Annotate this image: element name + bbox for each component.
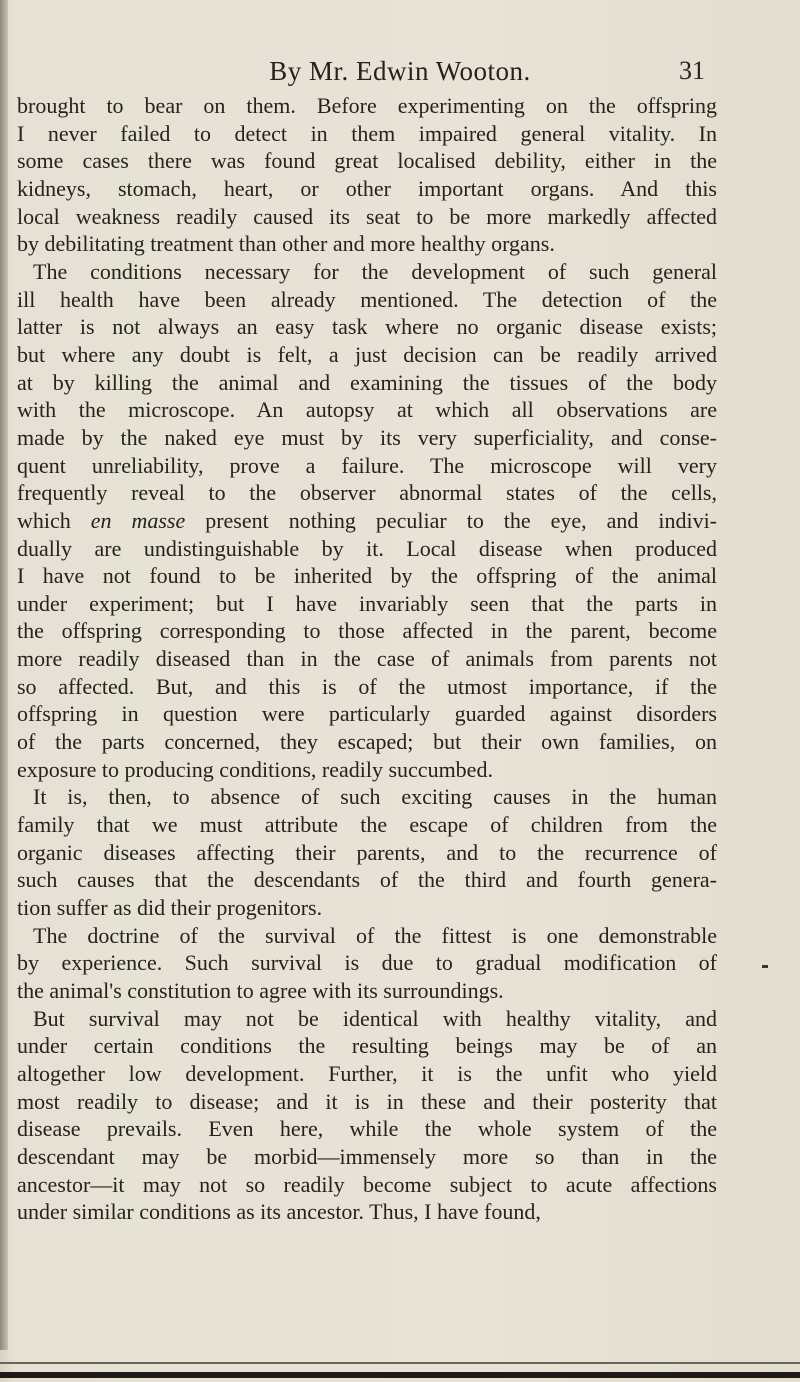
running-head: By Mr. Edwin Wooton. (269, 56, 531, 86)
text-line: I have not found to be inherited by the offspring of the animal (17, 563, 717, 589)
page-binding-edge (0, 0, 8, 1350)
text-line: by experience. Such survival is due to gradual modification of (17, 950, 717, 976)
text-line: with the microscope. An autopsy at which all observations are (17, 397, 717, 423)
text-line: made by the naked eye must by its very superficiality, and conse- (17, 424, 717, 450)
text-line: altogether low development. Further, it is the unfit who yield (17, 1060, 717, 1086)
page-header (0, 56, 800, 90)
text-line: which en masse present nothing peculiar to the eye, and indivi- (17, 507, 718, 533)
text-line: frequently reveal to the observer abnormal states of the cells, (17, 480, 717, 506)
paragraph-start-line: The conditions necessary for the development of such general (33, 258, 717, 284)
paragraph-start-line: It is, then, to absence of such exciting causes in the human (33, 784, 717, 810)
text-line: of the parts concerned, they escaped; but their own families, on (17, 729, 717, 755)
text-line: dually are undistinguishable by it. Local disease when produced (17, 535, 717, 561)
text-line: tion suffer as did their progenitors. (17, 895, 323, 921)
text-line: the animal's constitution to agree with its surroundings. (17, 978, 504, 1003)
paragraph-start-line: But survival may not be identical with healthy vitality, and (33, 1005, 717, 1031)
text-line: ancestor—it may not so readily become subject to acute affections (17, 1171, 717, 1197)
text-line: most readily to disease; and it is in these and their posterity that (17, 1088, 717, 1114)
text-line: by debilitating treatment than other and more healthy organs. (17, 231, 555, 257)
text-line: so affected. But, and this is of the utmost importance, if the (17, 673, 717, 699)
text-line: disease prevails. Even here, while the whole system of the (17, 1116, 717, 1142)
text-line: under certain conditions the resulting beings may be of an (17, 1033, 717, 1059)
text-line: brought to bear on them. Before experimenting on the offspring (17, 93, 717, 118)
text-line: at by killing the animal and examining the tissues of the body (17, 369, 717, 395)
italic-phrase: en masse (90, 507, 186, 533)
page-number: 31 (679, 56, 705, 85)
text-line: more readily diseased than in the case of animals from parents not (17, 646, 717, 672)
text-line: under experiment; but I have invariably seen that the parts in (17, 590, 717, 616)
text-line: family that we must attribute the escape of children from the (17, 812, 717, 838)
text-line: I never failed to detect in them impaired general vitality. In (17, 120, 717, 146)
text-line: under similar conditions as its ancestor. Thus, I have found, (17, 1199, 541, 1225)
text-line: ill health have been already mentioned. The detection of the (17, 286, 717, 312)
text-line: the offspring corresponding to those affected in the parent, become (17, 618, 717, 644)
text-line: kidneys, stomach, heart, or other important organs. And this (17, 175, 717, 201)
page-bottom-shadow (0, 1362, 800, 1364)
text-line: descendant may be morbid—immensely more so than in the (17, 1143, 717, 1169)
text-line: organic diseases affecting their parents, and to the recurrence of (17, 839, 717, 865)
text-line: offspring in question were particularly guarded against disorders (17, 701, 717, 727)
margin-mark (762, 965, 768, 968)
paragraph-start-line: The doctrine of the survival of the fittest is one demonstrable (33, 922, 717, 948)
text-line: some cases there was found great localised debility, either in the (17, 148, 717, 174)
text-line: such causes that the descendants of the third and fourth genera- (17, 867, 717, 893)
text-line: latter is not always an easy task where no organic disease exists; (17, 314, 717, 340)
text-line: local weakness readily caused its seat to be more markedly affected (17, 203, 717, 229)
text-line: quent unreliability, prove a failure. The microscope will very (17, 452, 717, 478)
text-line: but where any doubt is felt, a just decision can be readily arrived (17, 341, 717, 367)
text-line: exposure to producing conditions, readily succumbed. (17, 756, 493, 782)
body-text (17, 92, 717, 1226)
page-bottom-edge (0, 1372, 800, 1378)
